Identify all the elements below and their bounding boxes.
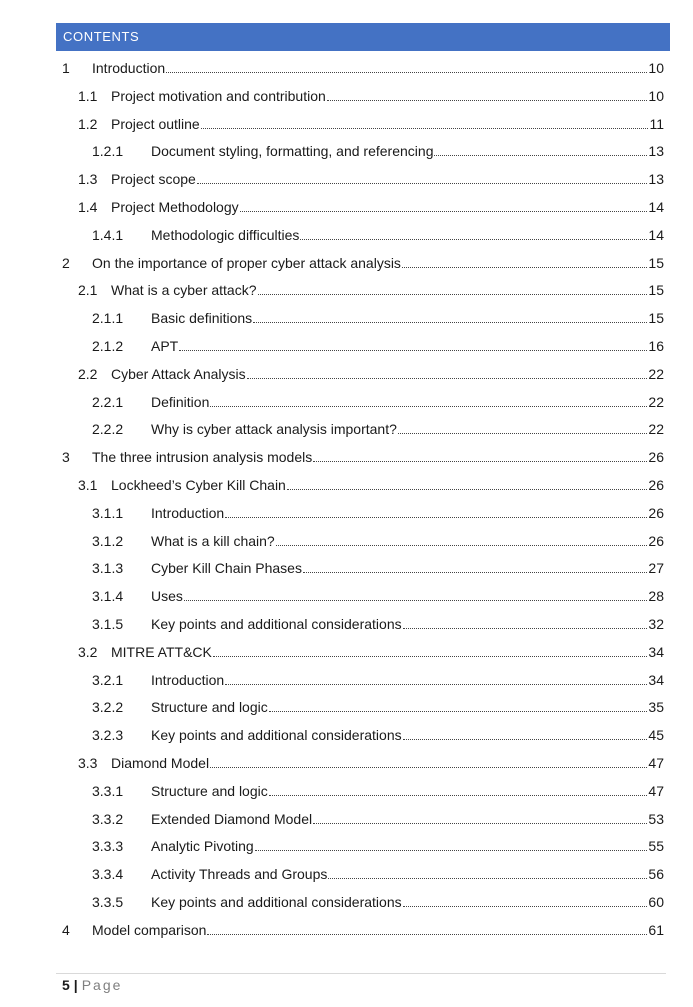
toc-entry-page: 45 — [648, 727, 664, 744]
toc-entry[interactable] — [78, 280, 664, 300]
toc-entry[interactable] — [78, 114, 664, 134]
footer-page-number: 5 — [62, 977, 70, 993]
toc-dot-leader — [210, 406, 647, 407]
toc-entry[interactable] — [78, 753, 664, 773]
toc-entry-title: Extended Diamond Model — [151, 810, 313, 827]
toc-entry-page: 27 — [648, 560, 664, 577]
toc-entry[interactable] — [62, 920, 664, 940]
toc-entry-title: Cyber Attack Analysis — [111, 365, 246, 382]
toc-entry[interactable] — [92, 392, 664, 412]
toc-entry[interactable] — [92, 336, 664, 356]
toc-entry-title: Methodologic difficulties — [151, 226, 300, 243]
toc-dot-leader — [213, 656, 648, 657]
toc-entry-number: 3.3.1 — [92, 782, 124, 799]
toc-entry-number: 3.3.3 — [92, 838, 124, 855]
toc-entry-title: Document styling, formatting, and referencing — [151, 143, 434, 160]
toc-entry-page: 15 — [648, 282, 664, 299]
toc-entry-title: The three intrusion analysis models — [92, 449, 313, 466]
toc-entry-title: Project outline — [111, 115, 200, 132]
toc-entry-page: 15 — [648, 254, 664, 271]
toc-entry-page: 55 — [648, 838, 664, 855]
toc-dot-leader — [207, 934, 647, 935]
toc-entry[interactable] — [92, 781, 664, 801]
toc-entry[interactable] — [92, 670, 664, 690]
toc-entry-page: 47 — [648, 782, 664, 799]
toc-entry-number: 3.2.3 — [92, 727, 124, 744]
toc-entry-page: 10 — [648, 60, 664, 76]
toc-entry-number: 3.1.4 — [92, 588, 124, 605]
toc-entry-title: Analytic Pivoting — [151, 838, 254, 855]
toc-dot-leader — [210, 767, 647, 768]
toc-dot-leader — [197, 183, 648, 184]
toc-entry-number: 3.3 — [78, 755, 98, 771]
toc-entry-number: 3.3.2 — [92, 810, 124, 827]
toc-dot-leader — [403, 628, 648, 629]
toc-entry-page: 10 — [648, 87, 664, 104]
toc-entry[interactable] — [78, 169, 664, 189]
toc-dot-leader — [225, 684, 647, 685]
page-footer — [62, 977, 122, 993]
toc-dot-leader — [258, 294, 648, 295]
toc-entry-title: Project scope — [111, 171, 196, 188]
toc-entry-number: 1.2.1 — [92, 143, 124, 160]
toc-entry-page: 32 — [648, 616, 664, 632]
toc-entry-title: Introduction — [92, 60, 166, 76]
toc-entry-number: 2.1.2 — [92, 338, 124, 354]
contents-heading-bar — [56, 23, 670, 51]
toc-entry-page: 61 — [648, 921, 664, 938]
toc-entry-page: 13 — [648, 171, 664, 188]
toc-entry[interactable] — [92, 836, 664, 856]
toc-entry-page: 14 — [648, 226, 664, 243]
toc-entry-title: Project motivation and contribution — [111, 87, 326, 104]
toc-dot-leader — [434, 155, 647, 156]
toc-entry[interactable] — [78, 642, 664, 662]
toc-dot-leader — [328, 878, 647, 879]
toc-entry[interactable] — [92, 419, 664, 439]
footer-divider — [56, 973, 666, 974]
toc-entry-title: Definition — [151, 393, 210, 410]
toc-entry-page: 53 — [648, 810, 664, 827]
toc-entry-number: 3.1.3 — [92, 560, 124, 577]
toc-entry[interactable] — [78, 364, 664, 384]
toc-entry-page: 60 — [648, 894, 664, 910]
toc-entry-title: Basic definitions — [151, 310, 253, 327]
toc-entry-title: Project Methodology — [111, 199, 239, 215]
toc-entry-title: Key points and additional considerations — [151, 616, 402, 632]
toc-entry-number: 3.2.1 — [92, 671, 124, 688]
toc-entry-page: 35 — [648, 699, 664, 716]
toc-entry[interactable] — [62, 253, 664, 273]
toc-entry-title: Cyber Kill Chain Phases — [151, 560, 302, 577]
toc-entry[interactable] — [92, 614, 664, 634]
toc-dot-leader — [179, 350, 647, 351]
toc-entry-page: 14 — [648, 199, 664, 215]
toc-dot-leader — [166, 72, 647, 73]
toc-dot-leader — [313, 823, 647, 824]
toc-entry-number: 1.4.1 — [92, 226, 124, 243]
toc-dot-leader — [303, 572, 647, 573]
toc-entry-number: 2.2.2 — [92, 421, 124, 438]
toc-entry-page: 22 — [648, 365, 664, 382]
toc-entry-number: 3 — [62, 449, 70, 466]
toc-entry[interactable] — [92, 503, 664, 523]
contents-heading: CONTENTS — [63, 29, 140, 44]
toc-entry[interactable] — [62, 447, 664, 467]
toc-entry-number: 2.2.1 — [92, 393, 124, 410]
toc-entry-page: 26 — [648, 532, 664, 549]
toc-entry-page: 34 — [648, 643, 664, 660]
toc-entry-title: On the importance of proper cyber attack analysis — [92, 254, 401, 271]
toc-entry-title: Model comparison — [92, 921, 207, 938]
toc-entry-page: 47 — [648, 755, 664, 771]
toc-entry-number: 3.1.5 — [92, 616, 124, 632]
toc-entry-title: MITRE ATT&CK — [111, 643, 212, 660]
toc-entry-number: 1 — [62, 60, 70, 76]
toc-entry[interactable] — [62, 58, 664, 78]
toc-dot-leader — [269, 711, 648, 712]
toc-dot-leader — [269, 795, 648, 796]
toc-entry-number: 3.1 — [78, 477, 98, 493]
toc-entry-title: Uses — [151, 588, 183, 605]
toc-entry[interactable] — [92, 141, 664, 161]
toc-entry-title: Introduction — [151, 504, 225, 521]
toc-entry[interactable] — [92, 558, 664, 578]
toc-dot-leader — [327, 100, 648, 101]
toc-dot-leader — [402, 267, 647, 268]
toc-dot-leader — [247, 378, 648, 379]
toc-entry-page: 26 — [648, 477, 664, 493]
toc-entry[interactable] — [92, 531, 664, 551]
toc-entry-number: 3.2 — [78, 643, 98, 660]
toc-entry-number: 3.1.1 — [92, 504, 124, 521]
toc-entry[interactable] — [92, 864, 664, 884]
toc-dot-leader — [276, 545, 648, 546]
toc-entry-title: Activity Threads and Groups — [151, 866, 328, 883]
toc-entry-title: What is a cyber attack? — [111, 282, 257, 299]
toc-dot-leader — [253, 322, 647, 323]
toc-entry-number: 3.2.2 — [92, 699, 124, 716]
toc-dot-leader — [403, 906, 648, 907]
toc-entry-page: 15 — [648, 310, 664, 327]
toc-entry-number: 2 — [62, 254, 70, 271]
toc-entry-number: 2.1 — [78, 282, 98, 299]
toc-entry-title: APT — [151, 338, 179, 354]
toc-entry-page: 13 — [648, 143, 664, 160]
toc-entry[interactable] — [78, 86, 664, 106]
toc-entry-number: 1.4 — [78, 199, 98, 215]
toc-dot-leader — [300, 239, 647, 240]
toc-entry[interactable] — [78, 475, 664, 495]
toc-entry-title: Structure and logic — [151, 782, 268, 799]
toc-entry-number: 1.1 — [78, 87, 98, 104]
toc-entry-title: Why is cyber attack analysis important? — [151, 421, 397, 438]
toc-entry-number: 2.2 — [78, 365, 98, 382]
toc-entry[interactable] — [92, 809, 664, 829]
toc-entry-number: 2.1.1 — [92, 310, 124, 327]
toc-dot-leader — [398, 433, 648, 434]
footer-page-label: Page — [81, 977, 123, 993]
toc-entry[interactable] — [92, 225, 664, 245]
toc-entry-title: Diamond Model — [111, 755, 210, 771]
toc-entry[interactable] — [92, 586, 664, 606]
toc-dot-leader — [201, 128, 649, 129]
toc-entry-page: 22 — [648, 421, 664, 438]
toc-entry-title: Key points and additional considerations — [151, 894, 402, 910]
toc-entry-title: What is a kill chain? — [151, 532, 275, 549]
toc-entry-title: Structure and logic — [151, 699, 268, 716]
toc-entry-page: 11 — [649, 115, 664, 132]
toc-entry-title: Key points and additional considerations — [151, 727, 402, 744]
toc-entry-number: 4 — [62, 921, 70, 938]
toc-entry-page: 26 — [648, 449, 664, 466]
toc-entry[interactable] — [92, 697, 664, 717]
toc-entry-title: Introduction — [151, 671, 225, 688]
toc-entry-page: 22 — [648, 393, 664, 410]
toc-entry[interactable] — [92, 892, 664, 912]
toc-entry-number: 3.3.5 — [92, 894, 124, 910]
toc-dot-leader — [313, 461, 647, 462]
toc-entry-number: 1.3 — [78, 171, 98, 188]
toc-entry[interactable] — [92, 308, 664, 328]
toc-dot-leader — [184, 600, 648, 601]
toc-entry[interactable] — [78, 197, 664, 217]
toc-entry-page: 56 — [648, 866, 664, 883]
toc-dot-leader — [255, 850, 648, 851]
toc-entry-page: 16 — [648, 338, 664, 354]
toc-entry-number: 1.2 — [78, 115, 98, 132]
toc-dot-leader — [225, 517, 647, 518]
toc-dot-leader — [287, 489, 648, 490]
toc-entry-page: 26 — [648, 504, 664, 521]
toc-dot-leader — [403, 739, 648, 740]
toc-dot-leader — [240, 211, 648, 212]
footer-separator: | — [73, 977, 78, 993]
toc-entry-title: Lockheed’s Cyber Kill Chain — [111, 477, 286, 493]
toc-entry-page: 28 — [648, 588, 664, 605]
toc-entry[interactable] — [92, 725, 664, 745]
toc-entry-page: 34 — [648, 671, 664, 688]
toc-entry-number: 3.3.4 — [92, 866, 124, 883]
toc-entry-number: 3.1.2 — [92, 532, 124, 549]
